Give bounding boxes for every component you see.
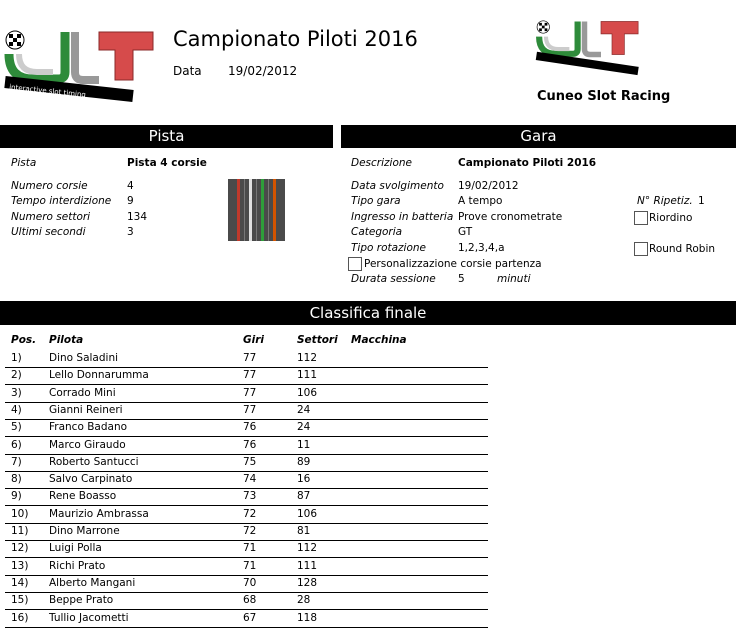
table-row	[5, 471, 488, 489]
cell-pilota: Dino Marrone	[49, 525, 120, 537]
lane-stripe	[237, 179, 240, 241]
date-label: Data	[173, 64, 202, 78]
gara-field-value: Prove cronometrate	[458, 211, 563, 223]
checkered-flag-icon	[6, 31, 24, 49]
cell-pos: 7)	[11, 455, 22, 468]
cell-pilota: Maurizio Ambrassa	[49, 507, 149, 520]
pista-name-label: Pista	[11, 157, 37, 169]
col-macchina-header: Macchina	[351, 334, 407, 346]
cell-pos: 10)	[11, 507, 29, 520]
pista-field-label: Numero settori	[11, 211, 91, 223]
cell-settori: 11	[297, 438, 311, 451]
cell-giri: 75	[243, 455, 257, 468]
pista-section-title: Pista	[0, 125, 333, 148]
table-row	[5, 350, 488, 368]
cell-pos: 5)	[11, 421, 22, 434]
gara-field-label: Tipo gara	[351, 195, 401, 207]
cell-pos: 12)	[11, 542, 29, 555]
col-settori-header: Settori	[297, 334, 338, 346]
cell-settori: 89	[297, 455, 311, 468]
table-row	[5, 488, 488, 506]
cell-pos: 2)	[11, 369, 22, 382]
durata-label: Durata sessione	[351, 273, 436, 285]
durata-value: 5	[458, 273, 465, 285]
table-row	[5, 437, 488, 455]
riordino-label: Riordino	[649, 212, 693, 224]
ist-logo-left	[3, 24, 163, 104]
table-row	[5, 367, 488, 385]
gara-field-value: A tempo	[458, 195, 503, 207]
pista-field-label: Ultimi secondi	[11, 226, 86, 238]
cell-giri: 72	[243, 507, 257, 520]
descrizione-value: Campionato Piloti 2016	[458, 157, 597, 169]
col-pos-header: Pos.	[11, 334, 37, 346]
checkered-flag-icon	[537, 21, 549, 33]
table-row	[5, 402, 488, 420]
pista-field-value: 9	[127, 195, 134, 207]
gara-field-label: Tipo rotazione	[351, 242, 427, 254]
track-lanes-image	[228, 179, 285, 241]
cell-pos: 8)	[11, 473, 22, 486]
cell-pos: 11)	[11, 525, 29, 537]
gara-field-value: GT	[458, 226, 473, 238]
cell-pilota: Corrado Mini	[49, 386, 116, 399]
cell-settori: 24	[297, 403, 311, 416]
round-robin-label: Round Robin	[649, 243, 716, 255]
gara-field-label: Categoria	[351, 226, 403, 238]
table-row	[5, 454, 488, 472]
classifica-section-title: Classifica finale	[0, 301, 736, 325]
table-row	[5, 506, 488, 524]
club-name: Cuneo Slot Racing	[537, 89, 671, 104]
cell-pos: 13)	[11, 559, 29, 572]
descrizione-label: Descrizione	[351, 157, 412, 169]
cell-settori: 111	[297, 369, 318, 382]
cell-pos: 3)	[11, 386, 22, 399]
col-pilota-header: Pilota	[49, 334, 84, 346]
gara-field-label: Ingresso in batteria	[351, 211, 454, 223]
table-row	[5, 610, 488, 628]
cell-pilota: Gianni Reineri	[49, 403, 123, 416]
cell-pos: 15)	[11, 594, 29, 607]
ist-logo-right	[535, 16, 645, 82]
table-row	[5, 523, 488, 541]
cell-pilota: Marco Giraudo	[49, 438, 126, 451]
date-value: 19/02/2012	[228, 64, 298, 78]
cell-giri: 77	[243, 386, 257, 399]
cell-pos: 1)	[11, 352, 22, 364]
pista-name-value: Pista 4 corsie	[127, 157, 207, 169]
gara-field-label: Data svolgimento	[351, 180, 444, 192]
gara-field-value: 1,2,3,4,a	[458, 242, 505, 254]
cell-settori: 106	[297, 386, 318, 399]
table-row	[5, 575, 488, 593]
durata-unit: minuti	[497, 273, 531, 285]
lane-stripe	[249, 179, 252, 241]
cell-giri: 77	[243, 352, 257, 364]
cell-settori: 118	[297, 611, 318, 624]
pista-field-label: Tempo interdizione	[11, 195, 112, 207]
cell-pos: 14)	[11, 576, 29, 589]
cell-pilota: Roberto Santucci	[49, 455, 139, 468]
cell-settori: 128	[297, 576, 318, 589]
table-row	[5, 558, 488, 576]
cell-pos: 4)	[11, 403, 22, 416]
gara-section-title: Gara	[341, 125, 736, 148]
round-robin-checkbox[interactable]	[634, 242, 648, 256]
ripetiz-label: N° Ripetiz.	[637, 195, 693, 207]
lane-stripe	[273, 179, 276, 241]
pista-field-value: 4	[127, 180, 134, 192]
gara-field-value: 19/02/2012	[458, 180, 519, 192]
cell-settori: 111	[297, 559, 318, 572]
cell-settori: 28	[297, 594, 311, 607]
cell-giri: 68	[243, 594, 257, 607]
cell-giri: 73	[243, 490, 257, 503]
cell-settori: 81	[297, 525, 311, 537]
cell-giri: 74	[243, 473, 257, 486]
logo-caption: interactive slot timing	[8, 83, 87, 100]
cell-giri: 72	[243, 525, 257, 537]
pista-field-value: 134	[127, 211, 148, 223]
table-row	[5, 385, 488, 403]
cell-giri: 76	[243, 421, 257, 434]
cell-pilota: Tullio Jacometti	[49, 611, 129, 624]
page-title: Campionato Piloti 2016	[173, 27, 418, 51]
ripetiz-value: 1	[698, 195, 705, 207]
cell-pilota: Dino Saladini	[49, 352, 119, 364]
personalizzazione-checkbox[interactable]	[348, 257, 362, 271]
cell-pilota: Salvo Carpinato	[49, 473, 133, 486]
cell-giri: 77	[243, 403, 257, 416]
cell-giri: 71	[243, 542, 257, 555]
cell-settori: 106	[297, 507, 318, 520]
cell-giri: 67	[243, 611, 257, 624]
cell-settori: 112	[297, 352, 318, 364]
cell-settori: 112	[297, 542, 318, 555]
cell-giri: 71	[243, 559, 257, 572]
cell-pilota: Franco Badano	[49, 421, 128, 434]
table-row	[5, 592, 488, 610]
cell-pos: 9)	[11, 490, 22, 503]
cell-pilota: Lello Donnarumma	[49, 369, 149, 382]
cell-pilota: Alberto Mangani	[49, 576, 136, 589]
cell-pos: 6)	[11, 438, 22, 451]
cell-pilota: Luigi Polla	[49, 542, 102, 555]
cell-giri: 76	[243, 438, 257, 451]
riordino-checkbox[interactable]	[634, 211, 648, 225]
personalizzazione-label: Personalizzazione corsie partenza	[364, 258, 542, 270]
table-row	[5, 419, 488, 437]
cell-pos: 16)	[11, 611, 29, 624]
cell-pilota: Rene Boasso	[49, 490, 117, 503]
lane-stripe	[261, 179, 264, 241]
cell-giri: 70	[243, 576, 257, 589]
cell-pilota: Richi Prato	[49, 559, 106, 572]
col-giri-header: Giri	[243, 334, 264, 346]
cell-settori: 24	[297, 421, 311, 434]
cell-settori: 87	[297, 490, 311, 503]
pista-field-value: 3	[127, 226, 134, 238]
cell-settori: 16	[297, 473, 311, 486]
pista-field-label: Numero corsie	[11, 180, 88, 192]
cell-giri: 77	[243, 369, 257, 382]
cell-pilota: Beppe Prato	[49, 594, 114, 607]
table-row	[5, 540, 488, 558]
